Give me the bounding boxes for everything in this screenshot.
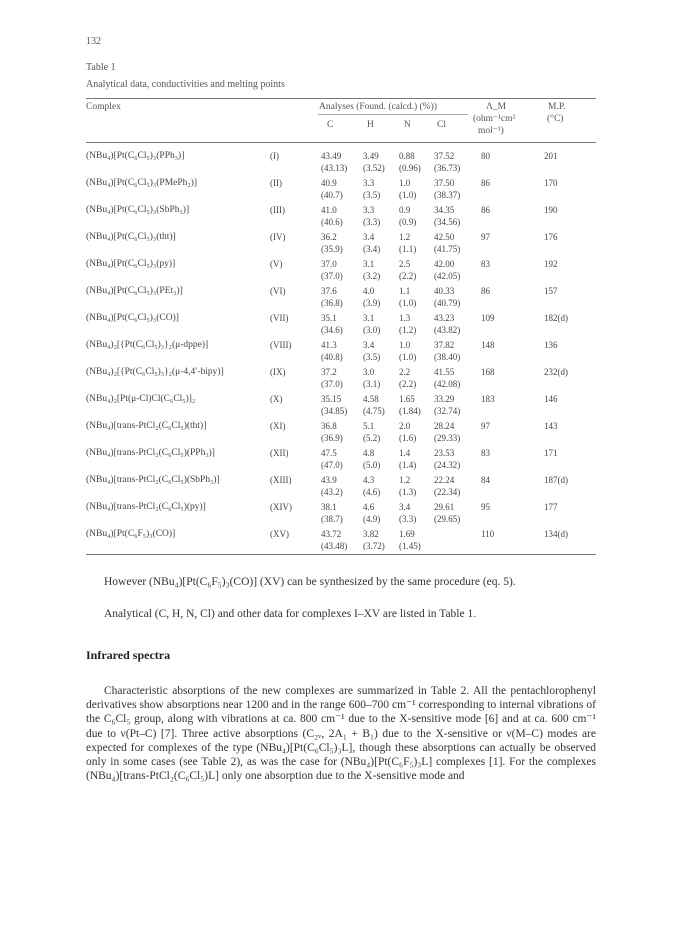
found-H: 4.0 bbox=[363, 286, 375, 296]
found-C: 47.5 bbox=[321, 448, 337, 458]
complex-formula: (NBu₄)[trans-PtCl₂(C₆Cl₅)(SbPh₃)] bbox=[86, 475, 220, 485]
calcd-H: (4.75) bbox=[363, 406, 385, 416]
found-Cl: 22.24 bbox=[434, 475, 455, 485]
melting-point: 134(d) bbox=[544, 529, 568, 539]
found-H: 3.4 bbox=[363, 232, 375, 242]
found-N: 1.2 bbox=[399, 232, 411, 242]
calcd-C: (34.6) bbox=[321, 325, 343, 335]
found-Cl: 42.00 bbox=[434, 259, 455, 269]
found-C: 36.8 bbox=[321, 421, 337, 431]
found-H: 3.3 bbox=[363, 205, 375, 215]
paragraph-3: Characteristic absorptions of the new complexes are summarized in Table 2. All the pentachlorophenyl derivatives show absorptions near 1200 and in the range 600–700 cm⁻¹ corresponding to internal vibrations of the C₆Cl₅ group, along with vibrations at ca. 800 cm⁻¹ due to the X-sensitive mode [6] and at ca. 600 cm⁻¹ due to ν(Pt–C) [7]. Three active absorptions (C₂ᵥ, 2A₁ + B₁) due to the X-sensitive or ν(M–C) modes are expected for complexes of the type (NBu₄)[Pt(C₆Cl₅)₃L], though these absorptions can actually be observed only in some cases (see Table 2), as was the case for (NBu₄)[Pt(C₆F₅)₃L] complexes [1]. For the complexes (NBu₄)[trans-PtCl₂(C₆Cl₅)L] only one absorption due to the X-sensitive mode and bbox=[86, 685, 596, 783]
table-row bbox=[86, 256, 596, 283]
conductivity: 86 bbox=[481, 286, 490, 296]
found-N: 2.2 bbox=[399, 367, 411, 377]
calcd-N: (1.2) bbox=[399, 325, 417, 335]
compound-number: (VII) bbox=[270, 313, 289, 323]
calcd-C: (40.7) bbox=[321, 190, 343, 200]
found-C: 37.0 bbox=[321, 259, 337, 269]
compound-number: (XV) bbox=[270, 529, 289, 539]
calcd-H: (3.4) bbox=[363, 244, 381, 254]
calcd-H: (3.2) bbox=[363, 271, 381, 281]
calcd-H: (3.1) bbox=[363, 379, 381, 389]
compound-number: (XI) bbox=[270, 421, 286, 431]
table-row bbox=[86, 445, 596, 472]
found-H: 3.82 bbox=[363, 529, 379, 539]
found-C: 35.1 bbox=[321, 313, 337, 323]
calcd-N: (0.9) bbox=[399, 217, 417, 227]
found-Cl: 37.82 bbox=[434, 340, 455, 350]
complex-formula: (NBu₄)[Pt(C₆Cl₅)₃(PMePh₂)] bbox=[86, 178, 198, 188]
calcd-N: (1.0) bbox=[399, 298, 417, 308]
complex-formula: (NBu₄)[Pt(C₆Cl₅)₃(CO)] bbox=[86, 313, 179, 323]
page-number: 132 bbox=[86, 36, 101, 47]
found-H: 3.1 bbox=[363, 313, 375, 323]
table-body bbox=[86, 148, 596, 553]
found-Cl: 28.24 bbox=[434, 421, 455, 431]
calcd-Cl: (43.82) bbox=[434, 325, 461, 335]
found-C: 43.72 bbox=[321, 529, 342, 539]
calcd-H: (5.0) bbox=[363, 460, 381, 470]
complex-formula: (NBu₄)[Pt(C₆F₅)₃(CO)] bbox=[86, 529, 176, 539]
melting-point: 146 bbox=[544, 394, 558, 404]
compound-number: (IX) bbox=[270, 367, 286, 377]
found-N: 2.0 bbox=[399, 421, 411, 431]
calcd-C: (37.0) bbox=[321, 379, 343, 389]
calcd-Cl: (38.40) bbox=[434, 352, 461, 362]
compound-number: (XII) bbox=[270, 448, 289, 458]
complex-formula: (NBu₄)₂[{Pt(C₆Cl₅)₃}₂(μ-dppe)] bbox=[86, 340, 209, 350]
complex-formula: (NBu₄)[Pt(C₆Cl₅)₃(PPh₃)] bbox=[86, 151, 185, 161]
calcd-Cl: (29.65) bbox=[434, 514, 461, 524]
header-mp: M.P. bbox=[548, 102, 566, 112]
compound-number: (IV) bbox=[270, 232, 286, 242]
header-complex: Complex bbox=[86, 102, 121, 112]
table-label: Table 1 bbox=[86, 62, 116, 73]
calcd-C: (38.7) bbox=[321, 514, 343, 524]
calcd-H: (3.3) bbox=[363, 217, 381, 227]
calcd-N: (1.1) bbox=[399, 244, 417, 254]
found-H: 3.49 bbox=[363, 151, 379, 161]
conductivity: 83 bbox=[481, 259, 490, 269]
calcd-Cl: (36.73) bbox=[434, 163, 461, 173]
calcd-N: (3.3) bbox=[399, 514, 417, 524]
calcd-Cl: (34.56) bbox=[434, 217, 461, 227]
header-Cl: Cl bbox=[437, 120, 446, 130]
found-C: 41.0 bbox=[321, 205, 337, 215]
header-lambda-units-2: mol⁻¹) bbox=[478, 126, 504, 136]
found-H: 3.4 bbox=[363, 340, 375, 350]
calcd-C: (35.9) bbox=[321, 244, 343, 254]
found-N: 0.9 bbox=[399, 205, 411, 215]
table-row bbox=[86, 418, 596, 445]
calcd-N: (1.45) bbox=[399, 541, 421, 551]
table-row bbox=[86, 175, 596, 202]
calcd-Cl: (38.37) bbox=[434, 190, 461, 200]
calcd-N: (1.3) bbox=[399, 487, 417, 497]
found-C: 41.3 bbox=[321, 340, 337, 350]
melting-point: 170 bbox=[544, 178, 558, 188]
calcd-N: (1.84) bbox=[399, 406, 421, 416]
found-Cl: 43.23 bbox=[434, 313, 455, 323]
found-C: 43.49 bbox=[321, 151, 342, 161]
header-bottom-rule bbox=[86, 142, 596, 143]
table-row bbox=[86, 472, 596, 499]
calcd-N: (2.2) bbox=[399, 379, 417, 389]
section-heading: Infrared spectra bbox=[86, 648, 171, 662]
calcd-Cl: (42.05) bbox=[434, 271, 461, 281]
paragraph-2: Analytical (C, H, N, Cl) and other data for complexes I–XV are listed in Table 1. bbox=[104, 608, 477, 620]
calcd-C: (34.85) bbox=[321, 406, 348, 416]
calcd-C: (43.13) bbox=[321, 163, 348, 173]
calcd-H: (3.52) bbox=[363, 163, 385, 173]
calcd-H: (3.72) bbox=[363, 541, 385, 551]
found-C: 43.9 bbox=[321, 475, 337, 485]
calcd-Cl: (42.08) bbox=[434, 379, 461, 389]
header-lambda-units-1: (ohm⁻¹cm² bbox=[473, 114, 516, 124]
found-Cl: 37.52 bbox=[434, 151, 455, 161]
found-Cl: 41.55 bbox=[434, 367, 455, 377]
table-bottom-rule bbox=[86, 554, 596, 555]
conductivity: 148 bbox=[481, 340, 495, 350]
found-Cl: 42.50 bbox=[434, 232, 455, 242]
calcd-N: (2.2) bbox=[399, 271, 417, 281]
header-analyses: Analyses (Found. (calcd.) (%)) bbox=[319, 102, 437, 112]
found-N: 3.4 bbox=[399, 502, 411, 512]
found-N: 1.0 bbox=[399, 340, 411, 350]
melting-point: 176 bbox=[544, 232, 558, 242]
calcd-Cl: (40.79) bbox=[434, 298, 461, 308]
melting-point: 187(d) bbox=[544, 475, 568, 485]
found-C: 40.9 bbox=[321, 178, 337, 188]
table-row bbox=[86, 148, 596, 175]
calcd-N: (1.0) bbox=[399, 190, 417, 200]
found-Cl: 40.33 bbox=[434, 286, 455, 296]
found-Cl: 33.29 bbox=[434, 394, 455, 404]
melting-point: 177 bbox=[544, 502, 558, 512]
calcd-C: (37.0) bbox=[321, 271, 343, 281]
melting-point: 232(d) bbox=[544, 367, 568, 377]
analyses-rule bbox=[318, 114, 468, 115]
calcd-Cl: (41.75) bbox=[434, 244, 461, 254]
calcd-H: (4.9) bbox=[363, 514, 381, 524]
melting-point: 157 bbox=[544, 286, 558, 296]
complex-formula: (NBu₄)[trans-PtCl₂(C₆Cl₅)(tht)] bbox=[86, 421, 207, 431]
calcd-H: (4.6) bbox=[363, 487, 381, 497]
found-N: 2.5 bbox=[399, 259, 411, 269]
calcd-Cl: (29.33) bbox=[434, 433, 461, 443]
found-N: 1.0 bbox=[399, 178, 411, 188]
calcd-Cl: (32.74) bbox=[434, 406, 461, 416]
found-C: 35.15 bbox=[321, 394, 342, 404]
found-H: 3.1 bbox=[363, 259, 375, 269]
calcd-H: (3.5) bbox=[363, 352, 381, 362]
calcd-H: (3.0) bbox=[363, 325, 381, 335]
conductivity: 95 bbox=[481, 502, 490, 512]
complex-formula: (NBu₄)[trans-PtCl₂(C₆Cl₅)(PPh₃)] bbox=[86, 448, 215, 458]
melting-point: 192 bbox=[544, 259, 558, 269]
found-C: 38.1 bbox=[321, 502, 337, 512]
found-N: 1.69 bbox=[399, 529, 415, 539]
complex-formula: (NBu₄)[trans-PtCl₂(C₆Cl₅)(py)] bbox=[86, 502, 206, 512]
compound-number: (XIV) bbox=[270, 502, 292, 512]
complex-formula: (NBu₄)[Pt(C₆Cl₅)₃(tht)] bbox=[86, 232, 176, 242]
table-row bbox=[86, 499, 596, 526]
found-N: 1.4 bbox=[399, 448, 411, 458]
complex-formula: (NBu₄)[Pt(C₆Cl₅)₃(py)] bbox=[86, 259, 176, 269]
table-top-rule bbox=[86, 98, 596, 99]
table-row bbox=[86, 364, 596, 391]
found-H: 4.3 bbox=[363, 475, 375, 485]
calcd-C: (43.48) bbox=[321, 541, 348, 551]
table-row bbox=[86, 310, 596, 337]
compound-number: (X) bbox=[270, 394, 283, 404]
found-H: 4.8 bbox=[363, 448, 375, 458]
complex-formula: (NBu₄)₂[Pt(μ-Cl)Cl(C₆Cl₅)]₂ bbox=[86, 394, 196, 404]
found-N: 1.3 bbox=[399, 313, 411, 323]
found-Cl: 29.61 bbox=[434, 502, 455, 512]
calcd-N: (1.4) bbox=[399, 460, 417, 470]
compound-number: (III) bbox=[270, 205, 285, 215]
conductivity: 97 bbox=[481, 421, 490, 431]
header-H: H bbox=[367, 120, 374, 130]
found-C: 37.6 bbox=[321, 286, 337, 296]
calcd-C: (43.2) bbox=[321, 487, 343, 497]
melting-point: 190 bbox=[544, 205, 558, 215]
found-Cl: 37.50 bbox=[434, 178, 455, 188]
complex-formula: (NBu₄)[Pt(C₆Cl₅)₃(SbPh₃)] bbox=[86, 205, 190, 215]
table-row bbox=[86, 526, 596, 553]
melting-point: 143 bbox=[544, 421, 558, 431]
found-H: 5.1 bbox=[363, 421, 375, 431]
found-N: 1.1 bbox=[399, 286, 411, 296]
found-C: 36.2 bbox=[321, 232, 337, 242]
found-C: 37.2 bbox=[321, 367, 337, 377]
found-H: 3.0 bbox=[363, 367, 375, 377]
table-row bbox=[86, 283, 596, 310]
conductivity: 183 bbox=[481, 394, 495, 404]
melting-point: 171 bbox=[544, 448, 558, 458]
conductivity: 86 bbox=[481, 178, 490, 188]
conductivity: 84 bbox=[481, 475, 490, 485]
found-H: 3.3 bbox=[363, 178, 375, 188]
header-C: C bbox=[327, 120, 334, 130]
table-row bbox=[86, 202, 596, 229]
conductivity: 110 bbox=[481, 529, 495, 539]
found-H: 4.58 bbox=[363, 394, 379, 404]
conductivity: 83 bbox=[481, 448, 490, 458]
found-N: 0.88 bbox=[399, 151, 415, 161]
calcd-C: (36.8) bbox=[321, 298, 343, 308]
calcd-C: (47.0) bbox=[321, 460, 343, 470]
paragraph-1: However (NBu₄)[Pt(C₆F₅)₃(CO)] (XV) can be synthesized by the same procedure (eq. 5). bbox=[104, 576, 516, 588]
table-row bbox=[86, 229, 596, 256]
compound-number: (II) bbox=[270, 178, 282, 188]
calcd-H: (3.5) bbox=[363, 190, 381, 200]
calcd-Cl: (22.34) bbox=[434, 487, 461, 497]
calcd-H: (3.9) bbox=[363, 298, 381, 308]
header-N: N bbox=[404, 120, 411, 130]
conductivity: 168 bbox=[481, 367, 495, 377]
calcd-H: (5.2) bbox=[363, 433, 381, 443]
compound-number: (XIII) bbox=[270, 475, 292, 485]
calcd-N: (1.6) bbox=[399, 433, 417, 443]
calcd-Cl: (24.32) bbox=[434, 460, 461, 470]
conductivity: 97 bbox=[481, 232, 490, 242]
found-N: 1.65 bbox=[399, 394, 415, 404]
found-Cl: 23.53 bbox=[434, 448, 455, 458]
calcd-N: (1.0) bbox=[399, 352, 417, 362]
complex-formula: (NBu₄)₂[{Pt(C₆Cl₅)₃}₂(μ-4,4′-bipy)] bbox=[86, 367, 224, 377]
conductivity: 86 bbox=[481, 205, 490, 215]
compound-number: (V) bbox=[270, 259, 283, 269]
table-row bbox=[86, 391, 596, 418]
calcd-C: (40.8) bbox=[321, 352, 343, 362]
header-mp-units: (°C) bbox=[547, 114, 564, 124]
calcd-C: (40.6) bbox=[321, 217, 343, 227]
conductivity: 109 bbox=[481, 313, 495, 323]
header-lambda: Λ_M bbox=[486, 102, 507, 112]
melting-point: 182(d) bbox=[544, 313, 568, 323]
found-N: 1.2 bbox=[399, 475, 411, 485]
melting-point: 136 bbox=[544, 340, 558, 350]
calcd-N: (0.96) bbox=[399, 163, 421, 173]
compound-number: (VI) bbox=[270, 286, 286, 296]
table-caption: Analytical data, conductivities and melting points bbox=[86, 79, 285, 90]
found-Cl: 34.35 bbox=[434, 205, 455, 215]
table-row bbox=[86, 337, 596, 364]
melting-point: 201 bbox=[544, 151, 558, 161]
found-H: 4.6 bbox=[363, 502, 375, 512]
complex-formula: (NBu₄)[Pt(C₆Cl₅)₃(PEt₃)] bbox=[86, 286, 183, 296]
compound-number: (I) bbox=[270, 151, 279, 161]
compound-number: (VIII) bbox=[270, 340, 292, 350]
calcd-C: (36.9) bbox=[321, 433, 343, 443]
conductivity: 80 bbox=[481, 151, 490, 161]
